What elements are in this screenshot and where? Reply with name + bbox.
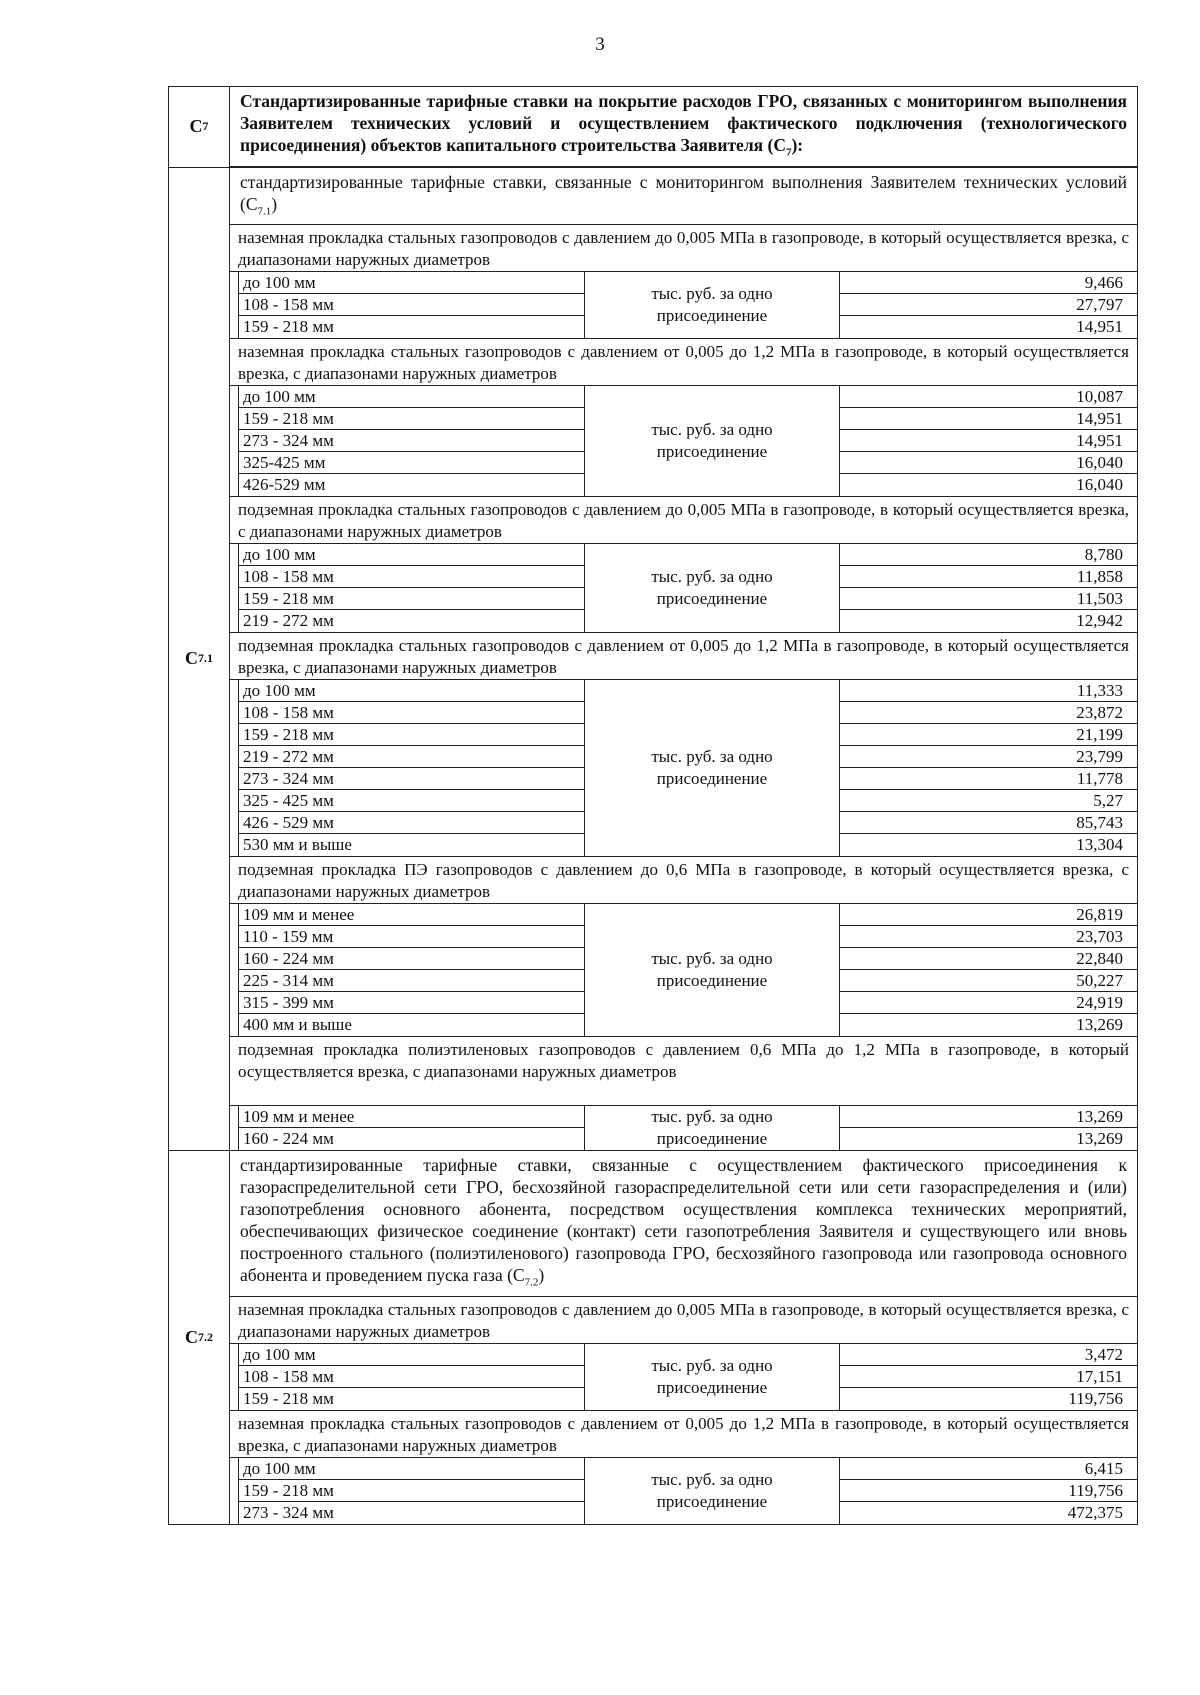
- rate-value-cell: 11,858: [840, 566, 1137, 588]
- rate-value-cell: 23,872: [840, 702, 1137, 724]
- unit-label: тыс. руб. за одно присоединение: [651, 1469, 773, 1511]
- rate-value-cell: 13,269: [840, 1106, 1137, 1128]
- diameter-range-cell: 108 - 158 мм: [239, 294, 584, 316]
- diameter-range-cell: 219 - 272 мм: [243, 611, 334, 630]
- value-column: [840, 272, 1137, 338]
- rate-value-cell: 16,040: [840, 452, 1137, 474]
- rate-group-title: наземная прокладка стальных газопроводов с давлением до 0,005 МПа в газопроводе, в который осуществляется врезка, с диапазонами наружных диаметров: [230, 225, 1137, 272]
- unit-column: [585, 1106, 840, 1150]
- rate-value-cell: 14,951: [1076, 317, 1123, 336]
- diameter-range-cell: до 100 мм: [239, 680, 584, 702]
- diameter-column: [238, 680, 585, 856]
- diameter-column: [238, 1344, 585, 1410]
- unit-column: [585, 1344, 840, 1410]
- rate-value-cell: 24,919: [840, 992, 1137, 1014]
- rate-value-cell: 119,756: [1068, 1388, 1123, 1408]
- diameter-range-cell: 159 - 218 мм: [239, 724, 584, 746]
- diameter-range-cell: 219 - 272 мм: [239, 746, 584, 768]
- rate-value-cell: 22,840: [840, 948, 1137, 970]
- unit-label: тыс. руб. за одно присоединение: [651, 284, 773, 325]
- rate-rows: [230, 386, 1137, 496]
- rate-group-title: наземная прокладка стальных газопроводов с давлением от 0,005 до 1,2 МПа в газопроводе, в который осуществляется врезка, с диапазонами наружных диаметров: [230, 339, 1137, 386]
- rate-value-cell: 21,199: [840, 724, 1137, 746]
- value-column: [840, 544, 1137, 632]
- diameter-range-cell: 109 мм и менее: [239, 904, 584, 926]
- rate-group: [230, 497, 1137, 633]
- rate-group: [230, 1297, 1137, 1411]
- diameter-range-cell: 315 - 399 мм: [239, 992, 584, 1014]
- unit-label: тыс. руб. за одно присоединение: [651, 420, 773, 461]
- rate-value-cell: 13,304: [1076, 835, 1123, 854]
- rate-group-title: наземная прокладка стальных газопроводов с давлением от 0,005 до 1,2 МПа в газопроводе, в который осуществляется врезка, с диапазонами наружных диаметров: [230, 1411, 1137, 1458]
- section-heading: [230, 168, 1137, 226]
- unit-label: тыс. руб. за одно присоединение: [651, 1107, 773, 1148]
- unit-label: тыс. руб. за одно присоединение: [651, 949, 773, 990]
- rate-rows: [230, 1458, 1137, 1524]
- rate-group: [230, 225, 1137, 339]
- diameter-range-cell: 273 - 324 мм: [239, 430, 584, 452]
- section-heading-subscript: 7.1: [257, 205, 272, 217]
- section-code-letter: C: [185, 648, 198, 669]
- unit-column: [585, 904, 840, 1036]
- diameter-column: [238, 272, 585, 338]
- rate-value-cell: 119,756: [840, 1480, 1137, 1502]
- rate-rows: [230, 1106, 1137, 1150]
- diameter-column: [238, 386, 585, 496]
- diameter-range-cell: 160 - 224 мм: [243, 1129, 334, 1148]
- section-heading-tail: ): [271, 193, 278, 214]
- section-heading-text: стандартизированные тарифные ставки, связанные с осуществлением фактического присоединения к газораспределительной сети ГРО, бесхозяйной газораспределительной сети или сети газораспределения и (или) газопотребления основного абонента, посредством осуществления комплекса технических мероприятий, обеспечивающих физическое соединение (контакт) сети газопотребления Заявителя и существующего или вновь построенного стального (полиэтиленового) газопровода ГРО, бесхозяйного газопровода или газопровода основного абонента и проведением пуска газа (С: [240, 1155, 1127, 1285]
- diameter-range-cell: 426 - 529 мм: [239, 812, 584, 834]
- value-column: [840, 1344, 1137, 1410]
- value-column: [840, 904, 1137, 1036]
- diameter-range-cell: 109 мм и менее: [239, 1106, 584, 1128]
- rate-group: [230, 1037, 1137, 1150]
- rate-value-cell: 23,703: [840, 926, 1137, 948]
- rate-value-cell: 14,951: [840, 430, 1137, 452]
- diameter-range-cell: до 100 мм: [239, 1458, 584, 1480]
- section-code-subscript: 7.2: [198, 1329, 213, 1344]
- rate-value-cell: 11,778: [840, 768, 1137, 790]
- rate-group-title: подземная прокладка ПЭ газопроводов с давлением до 0,6 МПа в газопроводе, в который осуществляется врезка, с диапазонами наружных диаметров: [230, 857, 1137, 904]
- section-code: [169, 168, 230, 1151]
- value-column: [840, 1458, 1137, 1524]
- diameter-column: [238, 904, 585, 1036]
- diameter-range-cell: 108 - 158 мм: [239, 702, 584, 724]
- rate-value-cell: 27,797: [840, 294, 1137, 316]
- diameter-range-cell: 108 - 158 мм: [239, 1366, 584, 1388]
- value-column: [840, 1106, 1137, 1150]
- rate-value-cell: 13,269: [1076, 1015, 1123, 1034]
- rate-value-cell: 13,269: [1076, 1129, 1123, 1148]
- diameter-range-cell: 273 - 324 мм: [239, 768, 584, 790]
- section-code: [169, 1151, 230, 1524]
- unit-column: [585, 386, 840, 496]
- unit-column: [585, 272, 840, 338]
- rate-group-title: подземная прокладка стальных газопроводов с давлением от 0,005 до 1,2 МПа в газопроводе, в который осуществляется врезка, с диапазонами наружных диаметров: [230, 633, 1137, 680]
- diameter-column: [238, 1458, 585, 1524]
- rate-group: [230, 339, 1137, 497]
- diameter-range-cell: 325 - 425 мм: [239, 790, 584, 812]
- section-heading-tail: ): [538, 1265, 545, 1285]
- rate-value-cell: 16,040: [1076, 475, 1123, 494]
- section-heading: [230, 1151, 1137, 1297]
- rate-value-cell: 85,743: [840, 812, 1137, 834]
- rate-value-cell: 11,503: [840, 588, 1137, 610]
- diameter-range-cell: 110 - 159 мм: [239, 926, 584, 948]
- diameter-range-cell: до 100 мм: [239, 1344, 584, 1366]
- rate-group: [230, 857, 1137, 1037]
- rate-value-cell: 50,227: [840, 970, 1137, 992]
- section-code-letter: C: [185, 1326, 198, 1347]
- diameter-range-cell: 426-529 мм: [243, 475, 326, 494]
- rate-value-cell: 26,819: [840, 904, 1137, 926]
- section-heading-tail: ):: [791, 135, 804, 155]
- diameter-range-cell: 400 мм и выше: [243, 1015, 352, 1034]
- section-body: [230, 87, 1137, 167]
- section-body: [230, 1151, 1137, 1524]
- diameter-range-cell: 159 - 218 мм: [239, 588, 584, 610]
- value-column: [840, 386, 1137, 496]
- rate-value-cell: 9,466: [840, 272, 1137, 294]
- diameter-range-cell: 325-425 мм: [239, 452, 584, 474]
- rate-group-title: подземная прокладка стальных газопроводов с давлением до 0,005 МПа в газопроводе, в который осуществляется врезка, с диапазонами наружных диаметров: [230, 497, 1137, 544]
- rate-value-cell: 472,375: [1067, 1502, 1123, 1522]
- diameter-range-cell: 159 - 218 мм: [243, 317, 334, 336]
- section-code-subscript: 7.1: [198, 651, 213, 666]
- diameter-range-cell: 159 - 218 мм: [239, 1480, 584, 1502]
- diameter-range-cell: до 100 мм: [239, 544, 584, 566]
- diameter-column: [238, 544, 585, 632]
- section-7: [168, 86, 1138, 168]
- diameter-range-cell: 160 - 224 мм: [239, 948, 584, 970]
- diameter-range-cell: 108 - 158 мм: [239, 566, 584, 588]
- rate-rows: [230, 272, 1137, 338]
- rate-value-cell: 3,472: [840, 1344, 1137, 1366]
- unit-column: [585, 544, 840, 632]
- section-heading-text: Стандартизированные тарифные ставки на покрытие расходов ГРО, связанных с мониторингом выполнения Заявителем технических условий и осуществлением фактического подключения (технологического присоединения) объектов капитального строительства Заявителя (С: [240, 91, 1127, 155]
- rate-rows: [230, 544, 1137, 632]
- page-number: 3: [595, 34, 605, 55]
- diameter-range-cell: 159 - 218 мм: [243, 1388, 334, 1408]
- section-body: [230, 168, 1137, 1151]
- diameter-range-cell: 225 - 314 мм: [239, 970, 584, 992]
- section-7-2: [168, 1151, 1138, 1525]
- diameter-range-cell: 159 - 218 мм: [239, 408, 584, 430]
- rate-value-cell: 23,799: [840, 746, 1137, 768]
- unit-label: тыс. руб. за одно присоединение: [651, 567, 773, 608]
- diameter-range-cell: 273 - 324 мм: [243, 1502, 334, 1522]
- section-heading-subscript: 7: [785, 146, 792, 159]
- diameter-range-cell: до 100 мм: [239, 386, 584, 408]
- rate-group-title: подземная прокладка полиэтиленовых газопроводов с давлением 0,6 МПа до 1,2 МПа в газопроводе, в который осуществляется врезка, с диапазонами наружных диаметров: [230, 1037, 1137, 1106]
- rate-value-cell: 6,415: [840, 1458, 1137, 1480]
- section-code: [169, 87, 230, 167]
- rate-value-cell: 14,951: [840, 408, 1137, 430]
- section-code-letter: C: [189, 116, 203, 137]
- rate-value-cell: 8,780: [840, 544, 1137, 566]
- rate-group: [230, 1411, 1137, 1524]
- section-7-1: [168, 168, 1138, 1152]
- section-code-subscript: 7: [202, 119, 209, 134]
- value-column: [840, 680, 1137, 856]
- section-heading-subscript: 7.2: [524, 1276, 539, 1289]
- rate-rows: [230, 1344, 1137, 1410]
- rate-value-cell: 12,942: [1076, 611, 1123, 630]
- unit-column: [585, 1458, 840, 1524]
- rate-value-cell: 11,333: [840, 680, 1137, 702]
- diameter-range-cell: до 100 мм: [239, 272, 584, 294]
- diameter-range-cell: 530 мм и выше: [243, 835, 352, 854]
- rate-value-cell: 10,087: [840, 386, 1137, 408]
- rate-rows: [230, 904, 1137, 1036]
- rate-rows: [230, 680, 1137, 856]
- unit-label: тыс. руб. за одно присоединение: [651, 747, 773, 788]
- section-heading-text: стандартизированные тарифные ставки, связанные с мониторингом выполнения Заявителем технических условий (С: [240, 171, 1127, 214]
- rate-value-cell: 17,151: [840, 1366, 1137, 1388]
- rate-group: [230, 633, 1137, 857]
- unit-label: тыс. руб. за одно присоединение: [651, 1355, 773, 1397]
- rate-group-title: наземная прокладка стальных газопроводов с давлением до 0,005 МПа в газопроводе, в который осуществляется врезка, с диапазонами наружных диаметров: [230, 1297, 1137, 1344]
- unit-column: [585, 680, 840, 856]
- diameter-column: [238, 1106, 585, 1150]
- tariff-table: [168, 86, 1138, 1525]
- section-heading: [230, 87, 1137, 167]
- rate-value-cell: 5,27: [840, 790, 1137, 812]
